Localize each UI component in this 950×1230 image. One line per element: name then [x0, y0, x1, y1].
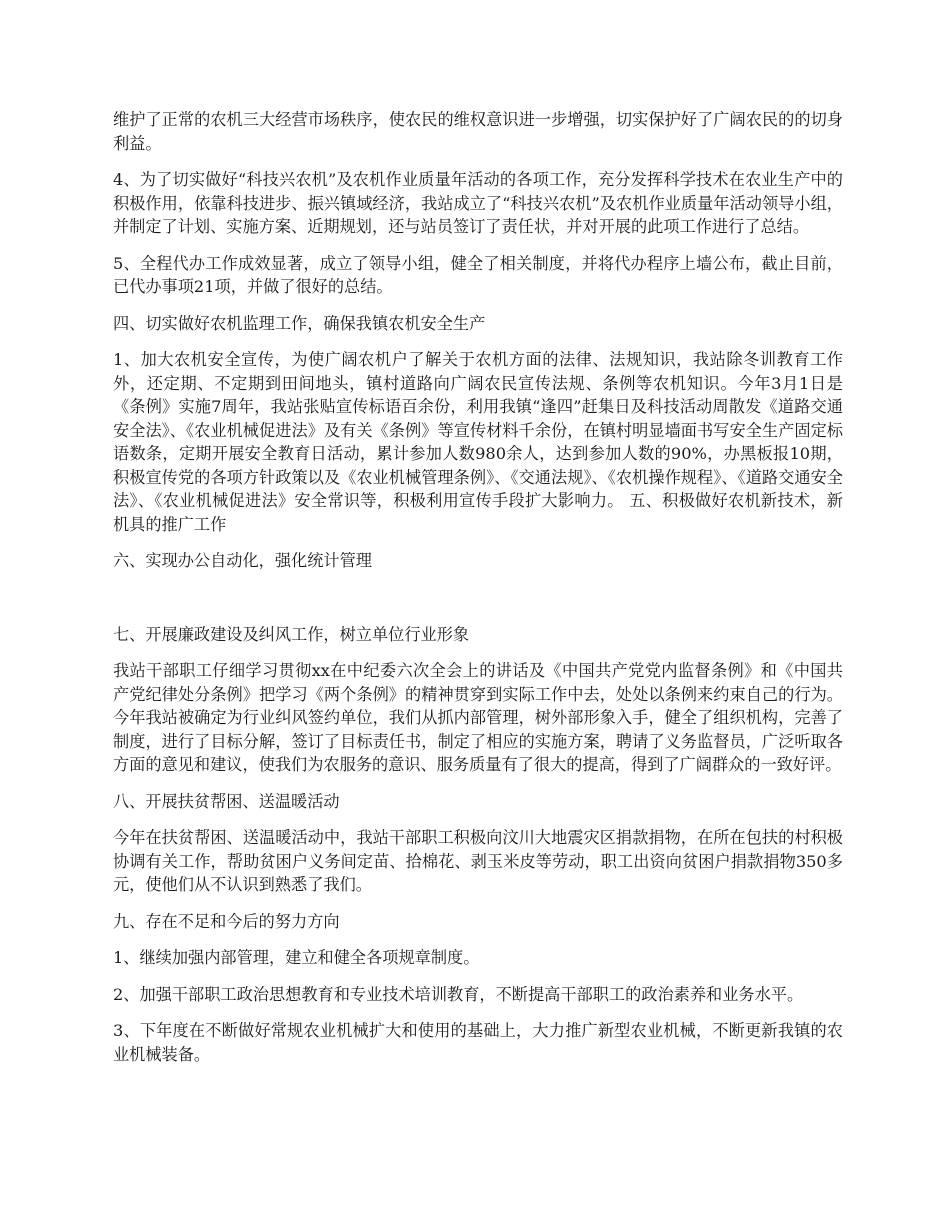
paragraph-integrity-work: 我站干部职工仔细学习贯彻xx在中纪委六次全会上的讲话及《中国共产党党内监督条例》和《中国共产党纪律处分条例》把学习《两个条例》的精神贯穿到实际工作中去，处处以条例来约束自己的行为。今年我站被确定为行业纠风签约单位，我们从抓内部管理，树外部形象入手，健全了组织机构，完善了制度，进行了目标分解，签订了目标责任书，制定了相应的实施方案，聘请了义务监督员，广泛听取各方面的意见和建议，使我们为农服务的意识、服务质量有了很大的提高，得到了广阔群众的一致好评。 — [113, 661, 843, 774]
list-item-1: 1、继续加强内部管理，建立和健全各项规章制度。 — [113, 948, 480, 967]
list-item-2: 2、加强干部职工政治思想教育和专业技术培训教育，不断提高干部职工的政治素养和业务水平。 — [113, 984, 804, 1004]
paragraph-agency-work: 5、全程代办工作成效显著，成立了领导小组，健全了相关制度，并将代办程序上墙公布，截止目前，已代办事项21项，并做了很好的总结。 — [113, 253, 843, 296]
heading-section-7: 七、开展廉政建设及纠风工作，树立单位行业形象 — [113, 624, 470, 644]
paragraph-safety-publicity: 1、加大农机安全宣传，为使广阔农机户了解关于农机方面的法律、法规知识，我站除冬训教育工作外，还定期、不定期到田间地头，镇村道路向广阔农民宣传法规、条例等农机知识。今年3月1日是《条例》实施7周年，我站张贴宣传标语百余份，利用我镇“逢四”赶集日及科技活动周散发《道路交通安全法》、《农业机械促进法》及有关《条例》等宣传材料千余份，在镇村明显墙面书写安全生产固定标语数条，定期开展安全教育日活动，累计参加人数980余人，达到参加人数的90%，办黑板报10期，积极宣传党的各项方针政策以及《农业机械管理条例》、《交通法规》、《农机操作规程》、《道路交通安全法》、《农业机械促进法》安全常识等，积极利用宣传手段扩大影响力。 五、积极做好农机新技术，新机具的推广工作 — [113, 350, 843, 534]
paragraph-tech-activity: 4、为了切实做好“科技兴农机”及农机作业质量年活动的各项工作，充分发挥科学技术在农业生产中的积极作用，依靠科技进步、振兴镇域经济，我站成立了“科技兴农机”及农机作业质量年活动领导小组，并制定了计划、实施方案、近期规划，还与站员签订了责任状，并对开展的此项工作进行了总结。 — [113, 170, 843, 236]
heading-section-4: 四、切实做好农机监理工作，确保我镇农机安全生产 — [113, 313, 486, 333]
heading-section-6: 六、实现办公自动化，强化统计管理 — [113, 551, 372, 570]
paragraph-poverty-relief: 今年在扶贫帮困、送温暖活动中，我站干部职工积极向汶川大地震灾区捐款捐物，在所在包扶的村积极协调有关工作，帮助贫困户义务间定苗、拾棉花、剥玉米皮等劳动，职工出资向贫困户捐款捐物350多元，使他们从不认识到熟悉了我们。 — [113, 828, 843, 894]
heading-section-9: 九、存在不足和今后的努力方向 — [113, 911, 340, 931]
heading-section-8: 八、开展扶贫帮困、送温暖活动 — [113, 791, 340, 811]
document-body — [113, 108, 843, 1079]
list-item-3: 3、下年度在不断做好常规农业机械扩大和使用的基础上，大力推广新型农业机械，不断更新我镇的农业机械装备。 — [113, 1021, 843, 1064]
paragraph-market-order: 维护了正常的农机三大经营市场秩序，使农民的维权意识进一步增强，切实保护好了广阔农民的的切身利益。 — [113, 110, 843, 153]
